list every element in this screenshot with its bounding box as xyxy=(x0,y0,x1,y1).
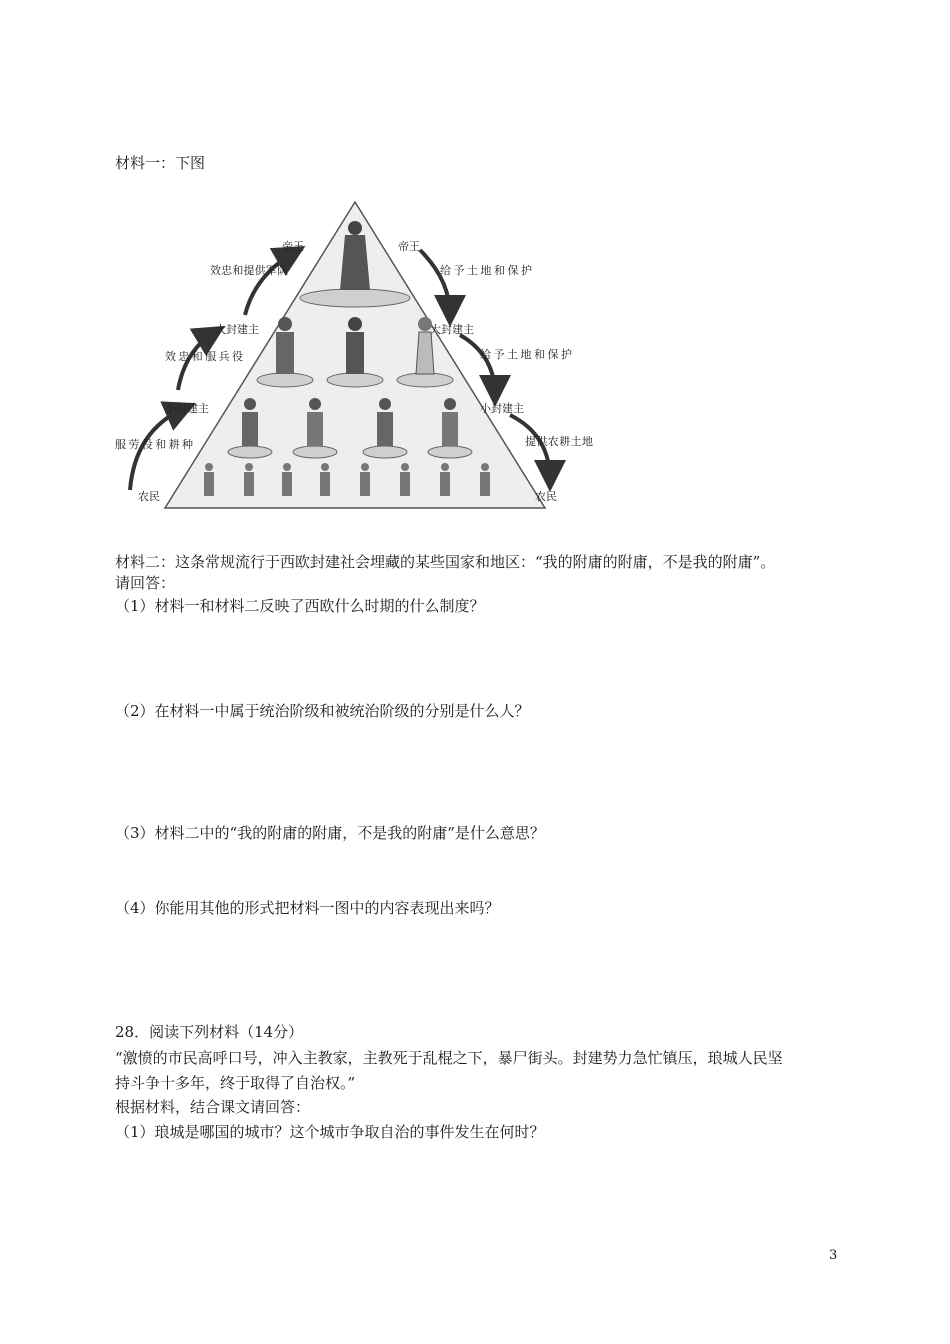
level-label-left-0: 帝王 xyxy=(282,241,304,253)
arrow-down-1 xyxy=(420,250,450,315)
material2-text: 材料二：这条常规流行于西欧封建社会埋藏的某些国家和地区：“我的附庸的附庸，不是我的附庸”。 xyxy=(115,553,776,571)
q28-instruction: 根据材料，结合课文请回答： xyxy=(115,1098,311,1116)
answer-prompt: 请回答： xyxy=(115,574,176,592)
question-4: （4）你能用其他的形式把材料一图中的内容表现出来吗？ xyxy=(115,899,500,917)
level-label-right-3: 农民 xyxy=(535,491,557,503)
figure-great-lords xyxy=(257,317,453,387)
page-number: 3 xyxy=(829,1248,838,1263)
up-arrow-label-1: 效忠和服兵役 xyxy=(165,351,243,363)
q28-heading: 28．阅读下列材料（14分） xyxy=(115,1023,304,1041)
q28-quote-line2: 持斗争十多年，终于取得了自治权。” xyxy=(115,1074,356,1092)
level-label-right-2: 小封建主 xyxy=(480,403,524,415)
feudal-pyramid-diagram xyxy=(110,190,600,520)
up-arrow-label-0: 效忠和提供军队 xyxy=(210,265,288,277)
question-1: （1）材料一和材料二反映了西欧什么时期的什么制度？ xyxy=(115,597,485,615)
level-label-left-3: 农民 xyxy=(138,491,160,503)
question-2: （2）在材料一中属于统治阶级和被统治阶级的分别是什么人？ xyxy=(115,702,530,720)
q28-quote-line1: “激愤的市民高呼口号，冲入主教家，主教死于乱棍之下，暴尸街头。封建势力急忙镇压，琅城人民坚 xyxy=(115,1049,783,1067)
material1-label: 材料一：下图 xyxy=(115,154,206,172)
down-arrow-label-1: 给予土地和保护 xyxy=(480,349,572,361)
q28-question-1: （1）琅城是哪国的城市？这个城市争取自治的事件发生在何时？ xyxy=(115,1123,545,1141)
level-label-right-0: 帝王 xyxy=(398,241,420,253)
question-3: （3）材料二中的“我的附庸的附庸，不是我的附庸”是什么意思？ xyxy=(115,824,545,842)
up-arrow-label-2: 服劳役和耕种 xyxy=(115,439,193,451)
level-label-left-1: 大封建主 xyxy=(215,324,259,336)
down-arrow-label-0: 给予土地和保护 xyxy=(440,265,532,277)
level-label-right-1: 大封建主 xyxy=(430,324,474,336)
level-label-left-2: 小封建主 xyxy=(165,403,209,415)
arrow-up-3 xyxy=(245,252,295,315)
down-arrow-label-2: 提供农耕土地 xyxy=(525,436,593,448)
